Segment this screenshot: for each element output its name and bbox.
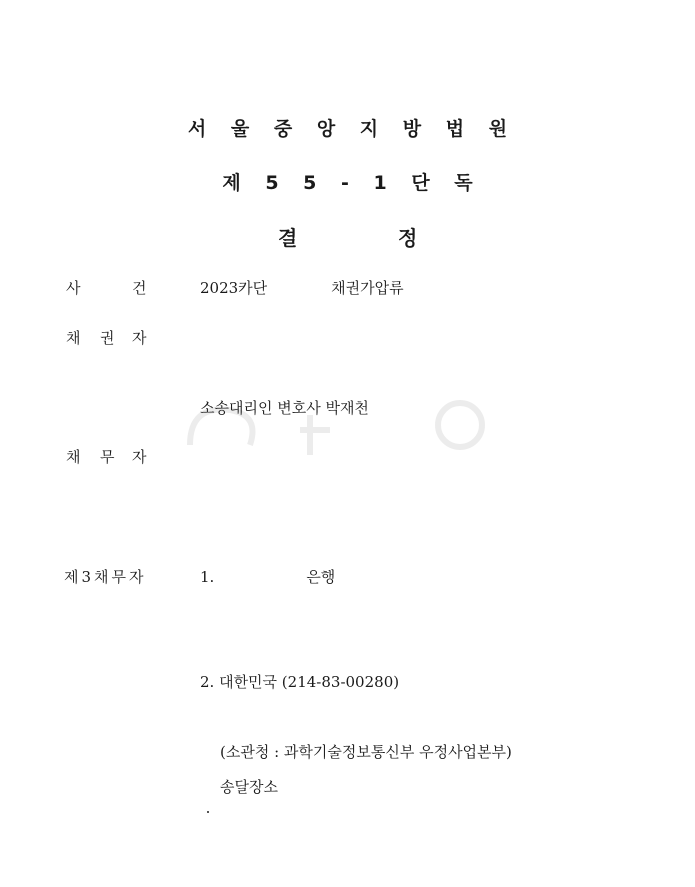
case-value [200, 277, 404, 298]
document-page: 서 울 중 앙 지 방 법 원 제 5 5 - 1 단 독 결 정 사 건 2023카단 채권가압류 채 권 자 소송대리인 변호사 박재천 채 무 자 제3채무자 1. 은행 2. 대한민국 (214-83-00280) (소관청 : 과학기술정보통신부 우정사업본부) 송달장소 [0, 0, 695, 887]
third-debtor-item-1-name: 은행 [306, 568, 336, 586]
document-title-part-2: 정 [398, 226, 418, 250]
court-department: 제 5 5 - 1 단 독 [222, 172, 482, 194]
case-number: 2023카단 [200, 279, 268, 297]
document-title-part-1: 결 [278, 226, 298, 250]
third-debtor-item-2-agency: (소관청 : 과학기술정보통신부 우정사업본부) [220, 743, 512, 761]
third-debtor-item-1-number: 1. [200, 568, 215, 586]
case-name: 채권가압류 [331, 279, 404, 297]
court-name: 서 울 중 앙 지 방 법 원 [187, 118, 517, 140]
scan-mark [207, 811, 209, 813]
third-debtor-item-1 [200, 566, 335, 587]
third-debtor-item-2-delivery-label: 송달장소 [220, 778, 278, 796]
third-debtor-label: 제3채무자 [64, 568, 147, 586]
creditor-agent: 소송대리인 변호사 박재천 [200, 399, 369, 417]
third-debtor-item-2: 2. 대한민국 (214-83-00280) [200, 673, 400, 691]
